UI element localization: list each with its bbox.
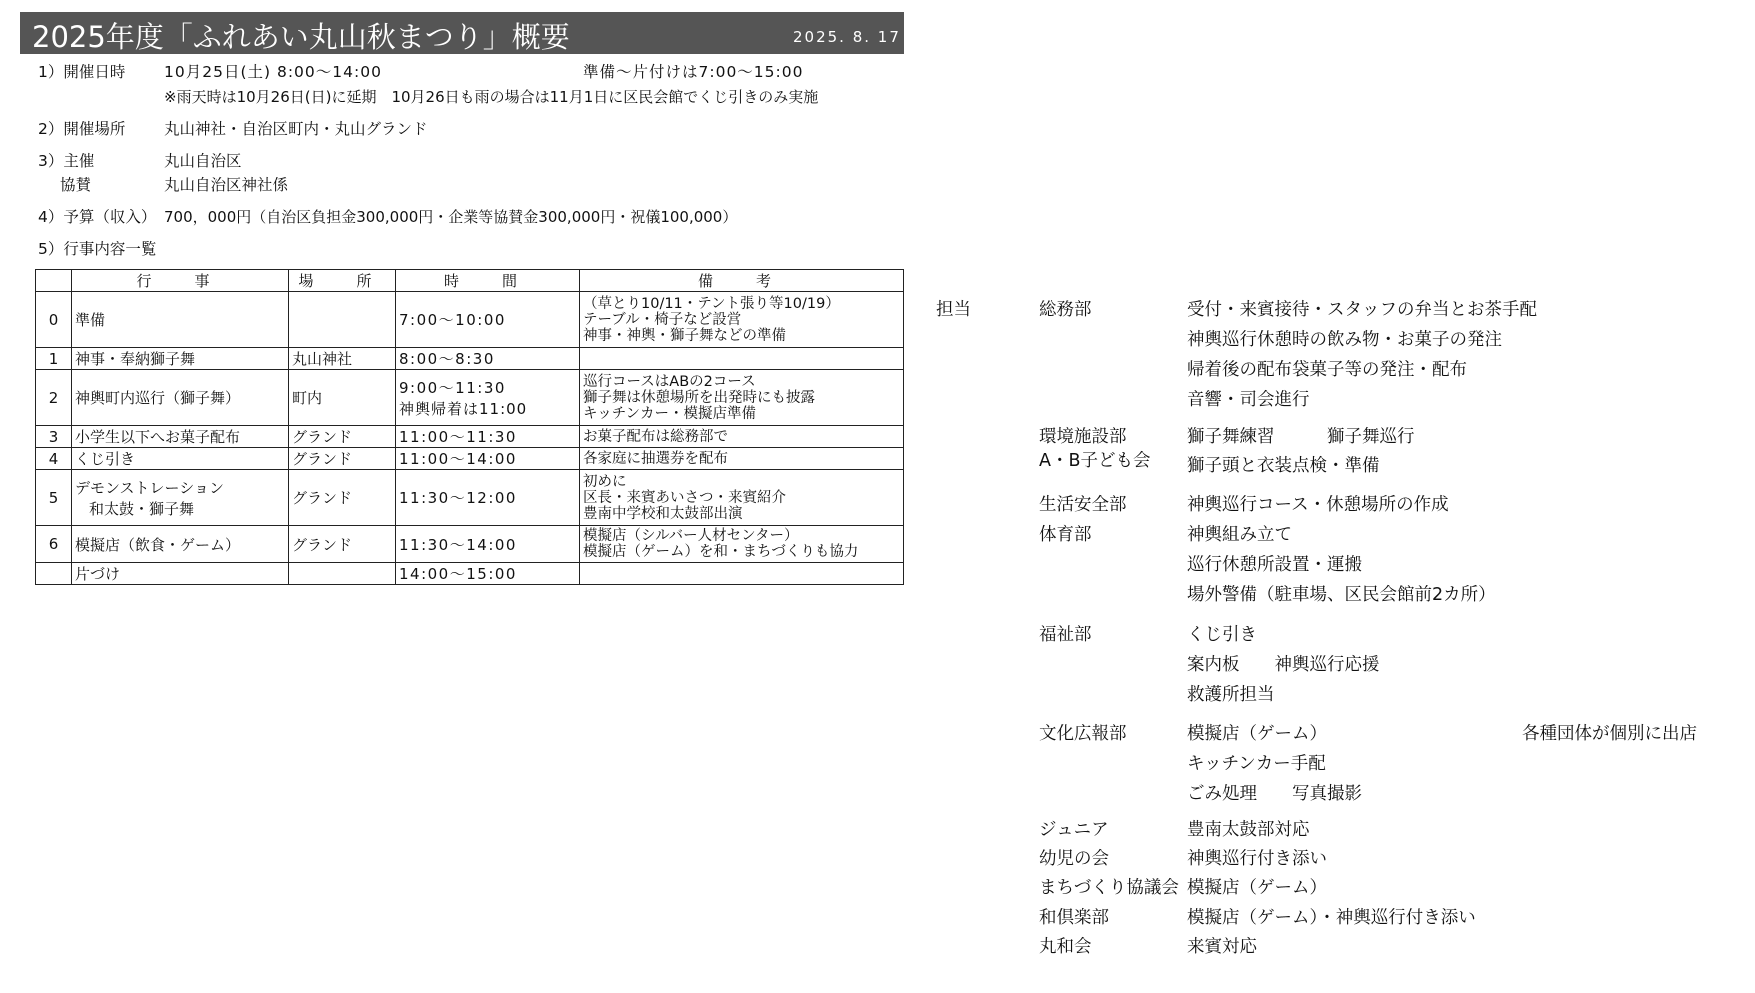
note-line: （草とり10/11・テント張り等10/19） (583, 295, 840, 312)
row-number: 4 (36, 448, 72, 470)
place-cell (289, 292, 396, 348)
note-line: キッチンカー・模擬店準備 (583, 405, 756, 422)
budget-value: 700，000円（自治区負担金300,000円・企業等協賛金300,000円・祝儀100,000） (164, 208, 738, 226)
duty-line: 模擬店（ゲーム） (1187, 878, 1327, 898)
date-value: 10月25日(土) 8:00～14:00 (164, 63, 382, 81)
duty-line: キッチンカー手配 (1187, 754, 1326, 774)
support-label: 協賛 (60, 176, 92, 194)
host-label: 3）主催 (38, 152, 95, 170)
duty-line: 模擬店（ゲーム） (1187, 724, 1327, 744)
event-cell: くじ引き (72, 448, 289, 470)
event-cell: 神事・奉納獅子舞 (72, 348, 289, 370)
duty-line: 神輿巡行付き添い (1187, 849, 1327, 869)
dept-name: 幼児の会 (1039, 849, 1109, 869)
duty-line: 獅子頭と衣装点検・準備 (1187, 456, 1380, 476)
note-line: 模擬店（ゲーム）を和・まちづくりも協力 (583, 544, 859, 560)
row-number (36, 563, 72, 585)
dept-name: 体育部 (1039, 525, 1092, 545)
table-row (36, 448, 904, 470)
place-cell: グランド (289, 526, 396, 563)
duty-line: 豊南太鼓部対応 (1187, 820, 1310, 840)
note-line: 区長・来賓あいさつ・来賓紹介 (583, 489, 786, 506)
duty-line: 来賓対応 (1187, 937, 1257, 957)
duty-line: くじ引き (1187, 625, 1257, 645)
host-value: 丸山自治区 (164, 152, 242, 170)
table-row (36, 348, 904, 370)
event-cell: 準備 (72, 292, 289, 348)
event-cell: 神輿町内巡行（獅子舞） (72, 370, 289, 426)
time-cell: 11:00～14:00 (396, 448, 580, 470)
duty-line: 模擬店（ゲーム）・神輿巡行付き添い (1187, 908, 1476, 928)
note-line: 豊南中学校和太鼓部出演 (583, 505, 743, 522)
place-cell: グランド (289, 470, 396, 526)
duty-line: 帰着後の配布袋菓子等の発注・配布 (1187, 360, 1467, 380)
event-cell (72, 470, 289, 526)
place-cell (289, 563, 396, 585)
place-cell: 丸山神社 (289, 348, 396, 370)
event-line: 和太鼓・獅子舞 (89, 499, 195, 518)
document-date: 2025. 8. 17 (793, 28, 901, 46)
page-title: 2025年度「ふれあい丸山秋まつり」概要 (32, 20, 570, 54)
table-row (36, 370, 904, 426)
header-cell-event: 行 事 (72, 270, 289, 292)
duty-line: 神輿組み立て (1187, 525, 1292, 545)
dept-name: 生活安全部 (1039, 495, 1127, 515)
notes-cell (580, 292, 904, 348)
support-value: 丸山自治区神社係 (164, 176, 289, 194)
notes-cell (580, 370, 904, 426)
note-line: 巡行コースはABの2コース (583, 373, 756, 390)
row-number: 6 (36, 526, 72, 563)
title-bar (20, 12, 904, 54)
venue-label: 2）開催場所 (38, 120, 126, 138)
event-cell: 模擬店（飲食・ゲーム） (72, 526, 289, 563)
row-number: 3 (36, 426, 72, 448)
note-line: 神事・神輿・獅子舞などの準備 (583, 327, 786, 344)
table-row (36, 563, 904, 585)
table-row (36, 292, 904, 348)
venue-value: 丸山神社・自治区町内・丸山グランド (164, 120, 428, 138)
time-cell: 11:30～14:00 (396, 526, 580, 563)
notes-cell (580, 348, 904, 370)
header-cell-no (36, 270, 72, 292)
event-cell: 小学生以下へお菓子配布 (72, 426, 289, 448)
events-table (35, 269, 904, 585)
dept-name: 丸和会 (1039, 937, 1092, 957)
dept-name: A・B子ども会 (1039, 451, 1151, 471)
budget-label: 4）予算（収入） (38, 208, 157, 226)
table-row (36, 470, 904, 526)
notes-cell: 各家庭に抽選券を配布 (580, 448, 904, 470)
dept-name: 福祉部 (1039, 625, 1092, 645)
table-header-row (36, 270, 904, 292)
row-number: 0 (36, 292, 72, 348)
duty-line: 音響・司会進行 (1187, 390, 1310, 410)
events-label: 5）行事内容一覧 (38, 240, 157, 258)
place-cell: グランド (289, 448, 396, 470)
header-cell-place: 場 所 (289, 270, 396, 292)
duty-line: 獅子舞練習 獅子舞巡行 (1187, 427, 1415, 447)
side-note: 各種団体が個別に出店 (1522, 724, 1697, 744)
time-cell: 8:00～8:30 (396, 348, 580, 370)
row-number: 2 (36, 370, 72, 426)
duty-line: 神輿巡行休憩時の飲み物・お菓子の発注 (1187, 330, 1502, 350)
duty-line: 神輿巡行コース・休憩場所の作成 (1187, 495, 1449, 515)
row-number: 5 (36, 470, 72, 526)
date-label: 1）開催日時 (38, 63, 126, 81)
time-cell: 7:00～10:00 (396, 292, 580, 348)
time-line: 9:00～11:30 (399, 378, 506, 397)
event-cell: 片づけ (72, 563, 289, 585)
notes-cell: お菓子配布は総務部で (580, 426, 904, 448)
note-line: 模擬店（シルバー人材センター） (583, 528, 799, 544)
notes-cell (580, 563, 904, 585)
duty-line: 場外警備（駐車場、区民会館前2カ所） (1187, 585, 1496, 605)
staff-heading: 担当 (936, 300, 971, 320)
duty-line: 案内板 神輿巡行応援 (1187, 655, 1380, 675)
dept-name: 環境施設部 (1039, 427, 1127, 447)
place-cell: グランド (289, 426, 396, 448)
rain-note: ※雨天時は10月26日(日)に延期 10月26日も雨の場合は11月1日に区民会館でくじ引きのみ実施 (164, 88, 819, 106)
time-cell (396, 370, 580, 426)
time-line: 神輿帰着は11:00 (399, 399, 528, 418)
table-row (36, 426, 904, 448)
dept-name: 総務部 (1039, 300, 1092, 320)
note-line: 獅子舞は休憩場所を出発時にも披露 (583, 389, 815, 406)
duty-line: ごみ処理 写真撮影 (1187, 784, 1362, 804)
duty-line: 救護所担当 (1187, 685, 1275, 705)
header-cell-notes: 備 考 (580, 270, 904, 292)
dept-name: 文化広報部 (1039, 724, 1127, 744)
time-cell: 11:30～12:00 (396, 470, 580, 526)
header-cell-time: 時 間 (396, 270, 580, 292)
note-line: 初めに (583, 473, 627, 490)
dept-name: 和倶楽部 (1039, 908, 1109, 928)
table-row (36, 526, 904, 563)
time-cell: 11:00～11:30 (396, 426, 580, 448)
dept-name: ジュニア (1039, 820, 1109, 840)
note-line: テーブル・椅子など設営 (583, 311, 742, 328)
event-line: デモンストレーション (75, 478, 224, 497)
row-number: 1 (36, 348, 72, 370)
place-cell: 町内 (289, 370, 396, 426)
notes-cell (580, 470, 904, 526)
dept-name: まちづくり協議会 (1039, 878, 1179, 898)
duty-line: 巡行休憩所設置・運搬 (1187, 555, 1362, 575)
notes-cell (580, 526, 904, 563)
duty-line: 受付・来賓接待・スタッフの弁当とお茶手配 (1187, 300, 1537, 320)
prep-time-value: 準備～片付けは7:00～15:00 (583, 63, 804, 81)
time-cell: 14:00～15:00 (396, 563, 580, 585)
